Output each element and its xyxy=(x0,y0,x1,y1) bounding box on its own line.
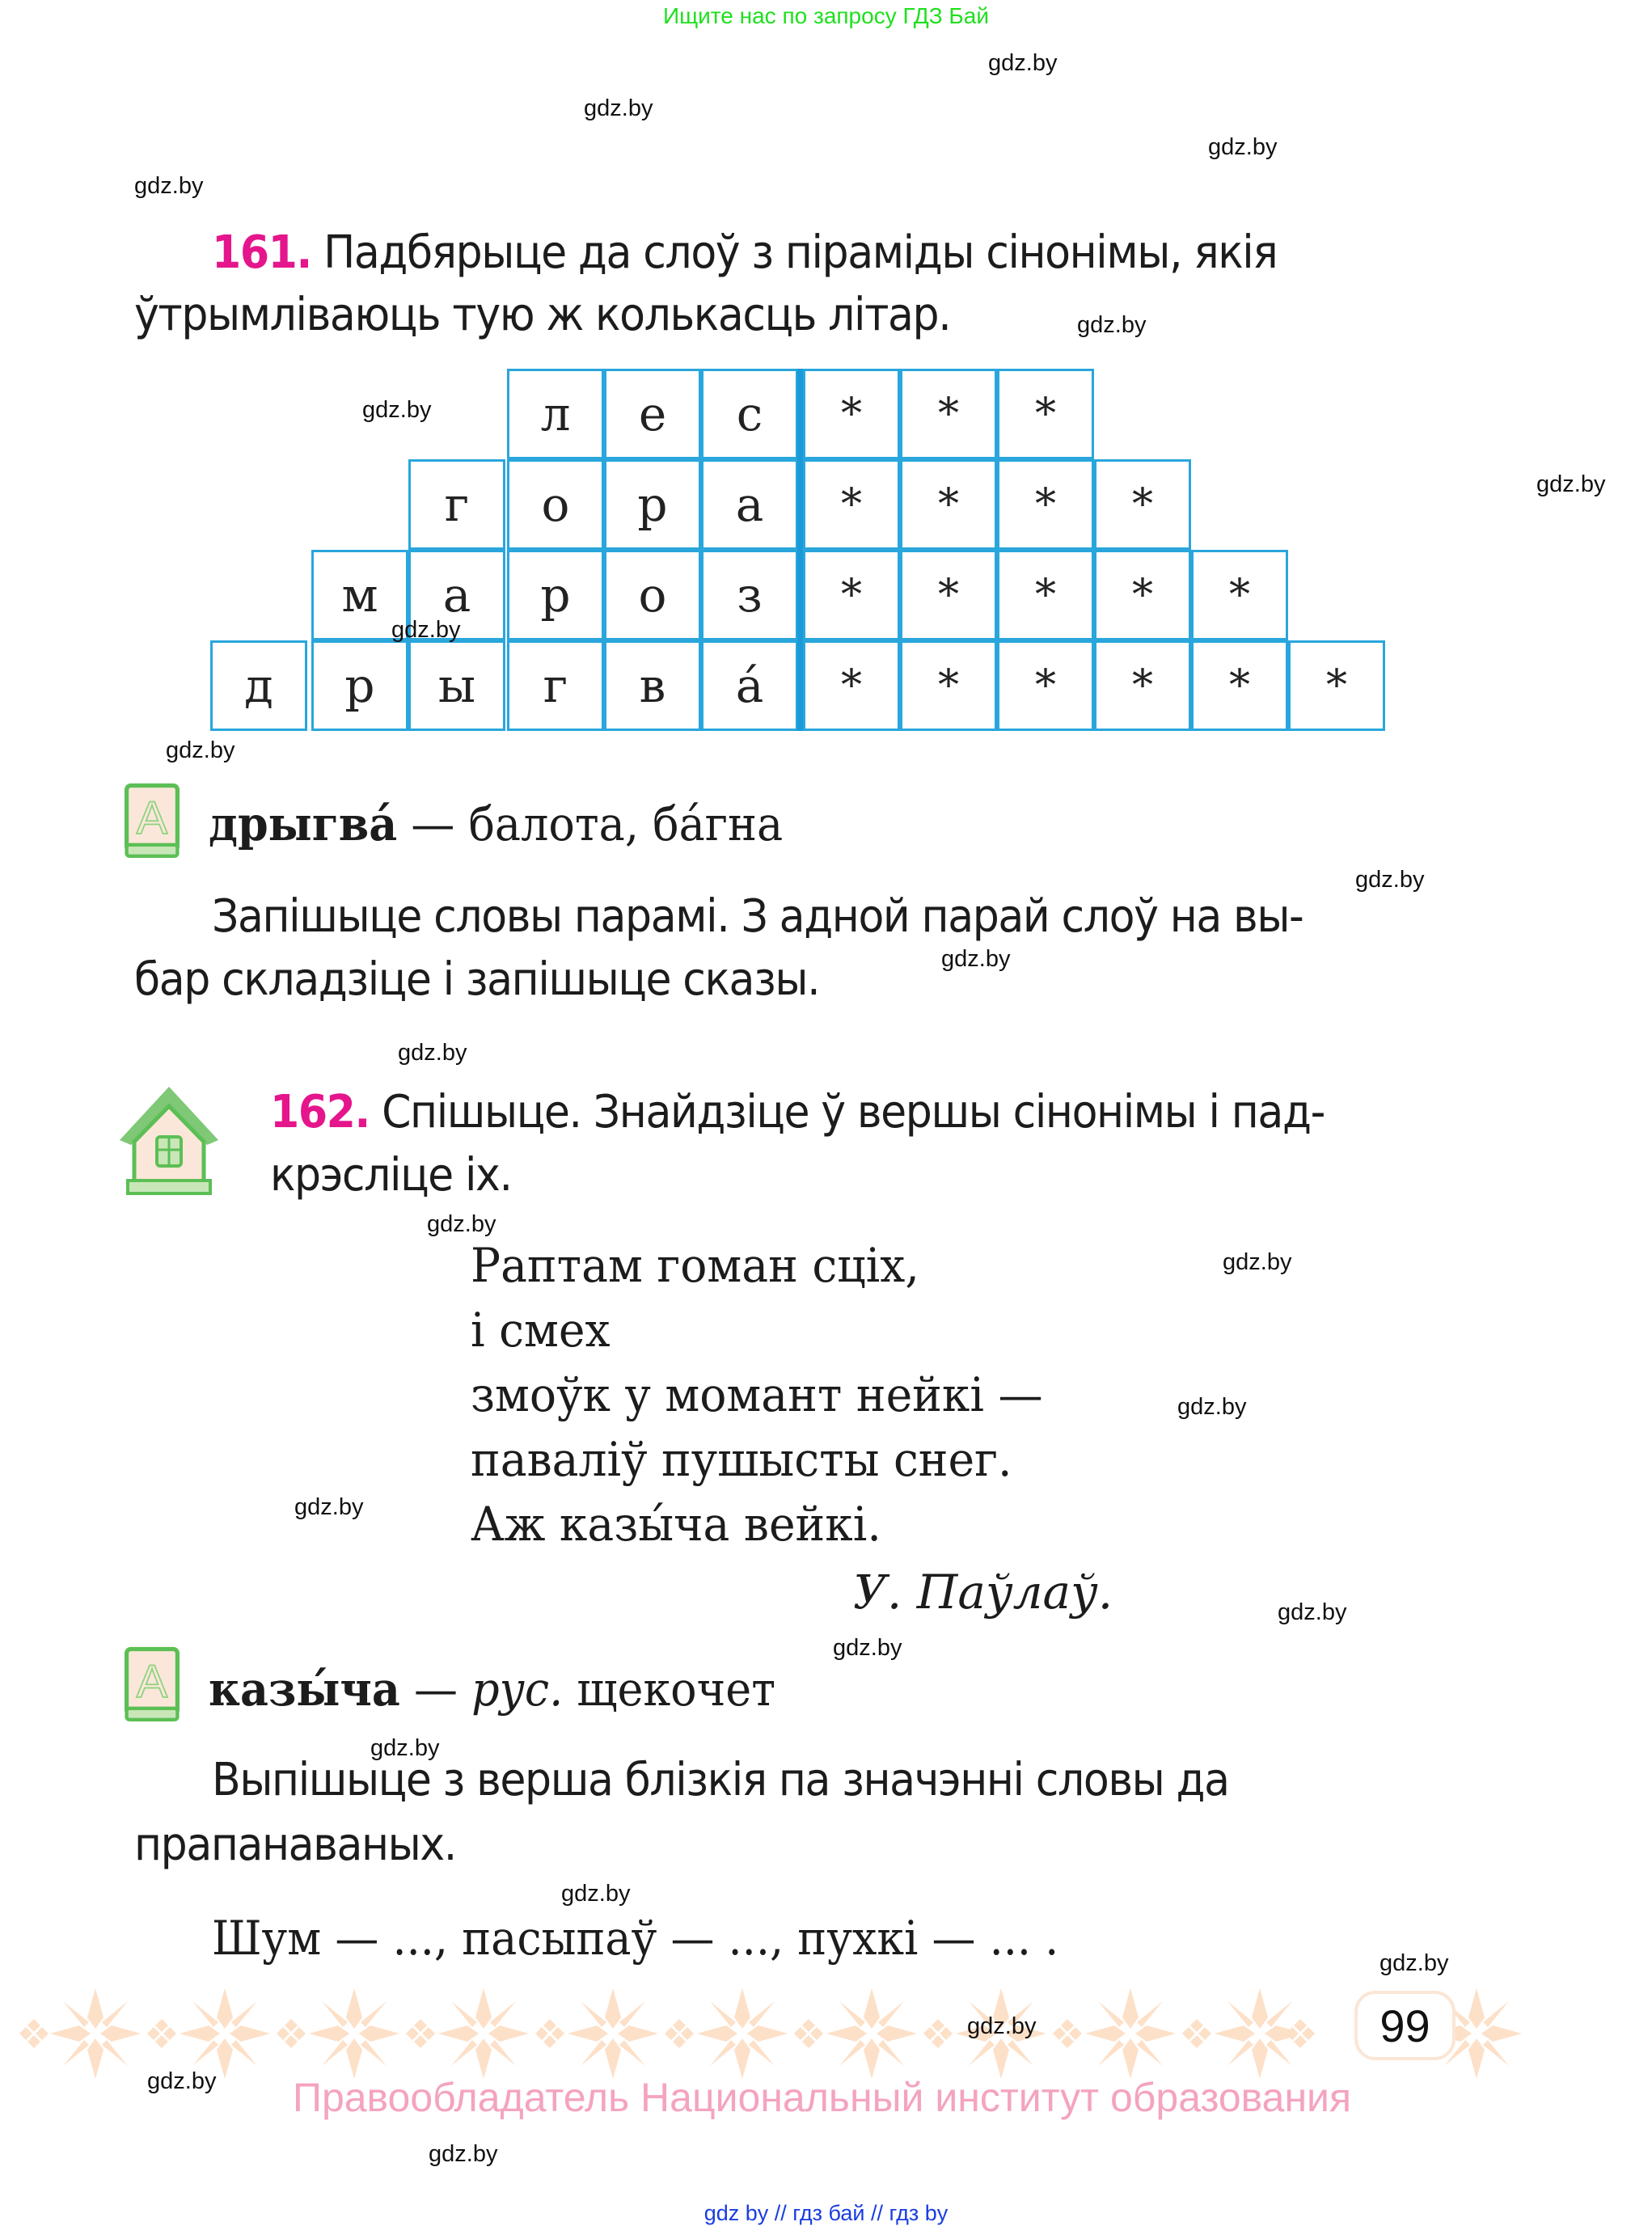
task-162-text-line1: Спішыце. Знайдзіце ў вершы сінонімы і пад- xyxy=(382,1086,1325,1138)
watermark: gdz.by xyxy=(427,1211,496,1237)
watermark: gdz.by xyxy=(1536,471,1606,497)
poem-line: Аж казы́ча вейкі. xyxy=(471,1497,881,1552)
home-task-icon xyxy=(116,1083,222,1197)
pyramid-cell: ы xyxy=(408,640,505,731)
task-162-instruction-line2: прапанаваных. xyxy=(134,1818,456,1871)
pyramid-cell: с xyxy=(701,369,798,459)
task-161-text-line2: ўтрымліваюць тую ж колькасць літар. xyxy=(134,289,951,341)
vocab-meaning: балота, ба́гна xyxy=(468,796,784,851)
pyramid-cell: е xyxy=(604,369,701,459)
svg-text:А: А xyxy=(136,1655,168,1708)
watermark: gdz.by xyxy=(561,1881,631,1907)
page-number: 99 xyxy=(1354,1991,1456,2060)
pyramid-blank-cell: * xyxy=(803,640,900,731)
pyramid-cell: л xyxy=(507,369,604,459)
watermark: gdz.by xyxy=(429,2141,498,2167)
vocab-meaning: щекочет xyxy=(563,1662,776,1717)
watermark: gdz.by xyxy=(370,1735,440,1761)
poem xyxy=(471,1233,1043,1557)
pyramid-cell: г xyxy=(408,459,505,550)
task-161-text-line1: Падбярыце да слоў з пірамiды сінонімы, якія xyxy=(323,226,1278,279)
pyramid-blank-cell: * xyxy=(1094,459,1191,550)
pyramid-blank-cell: * xyxy=(900,640,997,731)
watermark: gdz.by xyxy=(1223,1249,1292,1275)
watermark: gdz.by xyxy=(1355,867,1425,893)
vocab-language: рус. xyxy=(471,1662,564,1717)
pyramid-cell: о xyxy=(507,459,604,550)
task-162-text-line2: крэсліце іх. xyxy=(270,1149,512,1202)
watermark: gdz.by xyxy=(1177,1394,1247,1420)
pyramid-blank-cell: * xyxy=(997,369,1094,459)
pyramid-divider xyxy=(797,369,803,731)
vocab-definition: дрыгва́ — балота, ба́гна xyxy=(209,796,784,851)
dictionary-book-icon xyxy=(118,783,186,860)
pyramid-cell: р xyxy=(311,640,408,731)
pyramid-blank-cell: * xyxy=(997,640,1094,731)
watermark: gdz.by xyxy=(362,397,432,423)
task-161-heading xyxy=(212,226,1278,279)
watermark: gdz.by xyxy=(166,737,235,763)
pyramid-cell: а́ xyxy=(701,640,798,731)
vocab-word: казы́ча xyxy=(209,1662,400,1717)
folk-ornament-border xyxy=(0,1985,1536,2082)
poem-line: Раптам гоман сціх, xyxy=(471,1238,919,1293)
pyramid-cell: а xyxy=(701,459,798,550)
pyramid-cell: о xyxy=(604,550,701,640)
poem-author: У. Паўлаў. xyxy=(853,1565,1113,1620)
watermark: gdz.by xyxy=(1077,312,1147,338)
task-162-instruction-line1: Выпішыце з верша блізкія па значэнні словы да xyxy=(212,1754,1229,1806)
vocab-word: дрыгва́ xyxy=(209,796,398,851)
watermark: gdz.by xyxy=(584,95,653,121)
watermark: gdz.by xyxy=(1278,1599,1347,1625)
vocab-icon-letter: А xyxy=(136,792,168,844)
watermark: gdz.by xyxy=(398,1040,467,1066)
vocab-definition: казы́ча — рус. щекочет xyxy=(209,1662,776,1717)
task-number: 162. xyxy=(270,1086,370,1138)
pyramid-blank-cell: * xyxy=(900,550,997,640)
pyramid-blank-cell: * xyxy=(803,459,900,550)
task-161-instruction-line1: Запішыце словы парамі. З адной парай слоў на вы- xyxy=(212,890,1303,943)
pyramid-cell: в xyxy=(604,640,701,731)
pyramid-blank-cell: * xyxy=(997,550,1094,640)
watermark: gdz.by xyxy=(833,1635,902,1661)
pyramid-blank-cell: * xyxy=(900,459,997,550)
pyramid-cell: з xyxy=(701,550,798,640)
pyramid-blank-cell: * xyxy=(1191,550,1288,640)
task-161-instruction-line2: бар складзіце і запішыце сказы. xyxy=(134,953,820,1006)
watermark: gdz.by xyxy=(941,946,1011,972)
watermark: gdz.by xyxy=(988,50,1058,76)
pyramid-blank-cell: * xyxy=(1094,550,1191,640)
dictionary-book-icon xyxy=(118,1646,186,1724)
pyramid-blank-cell: * xyxy=(1191,640,1288,731)
pyramid-blank-cell: * xyxy=(1288,640,1385,731)
search-banner: Ищите нас по запросу ГДЗ Бай xyxy=(662,3,990,28)
footer-links[interactable]: gdz by // гдз бай // гдз by xyxy=(703,2201,949,2225)
poem-line: змоўк у момант нейкі — xyxy=(471,1367,1043,1422)
pyramid-cell: г xyxy=(507,640,604,731)
pyramid-blank-cell: * xyxy=(900,369,997,459)
pyramid-blank-cell: * xyxy=(1094,640,1191,731)
pyramid-blank-cell: * xyxy=(997,459,1094,550)
task-number: 161. xyxy=(212,226,311,279)
watermark: gdz.by xyxy=(134,173,204,199)
pyramid-cell: р xyxy=(604,459,701,550)
watermark: gdz.by xyxy=(1208,134,1278,160)
poem-line: і смех xyxy=(471,1303,611,1358)
watermark: gdz.by xyxy=(1379,1950,1449,1976)
pyramid-cell: д xyxy=(210,640,307,731)
pyramid-blank-cell: * xyxy=(803,369,900,459)
pyramid-cell: а xyxy=(408,550,505,640)
pyramid-cell: р xyxy=(507,550,604,640)
copyright-notice: Правообладатель Национальный институт образования xyxy=(293,2075,1352,2120)
exercise-line: Шум — ..., пасыпаў — ..., пухкі — ... . xyxy=(212,1911,1059,1966)
pyramid-cell: м xyxy=(311,550,408,640)
watermark: gdz.by xyxy=(294,1494,364,1520)
watermark: gdz.by xyxy=(391,617,461,643)
pyramid-blank-cell: * xyxy=(803,550,900,640)
poem-line: паваліў пушысты снег. xyxy=(471,1432,1012,1487)
task-162-heading xyxy=(270,1086,1325,1138)
watermark: gdz.by xyxy=(147,2068,217,2094)
watermark: gdz.by xyxy=(967,2013,1037,2039)
